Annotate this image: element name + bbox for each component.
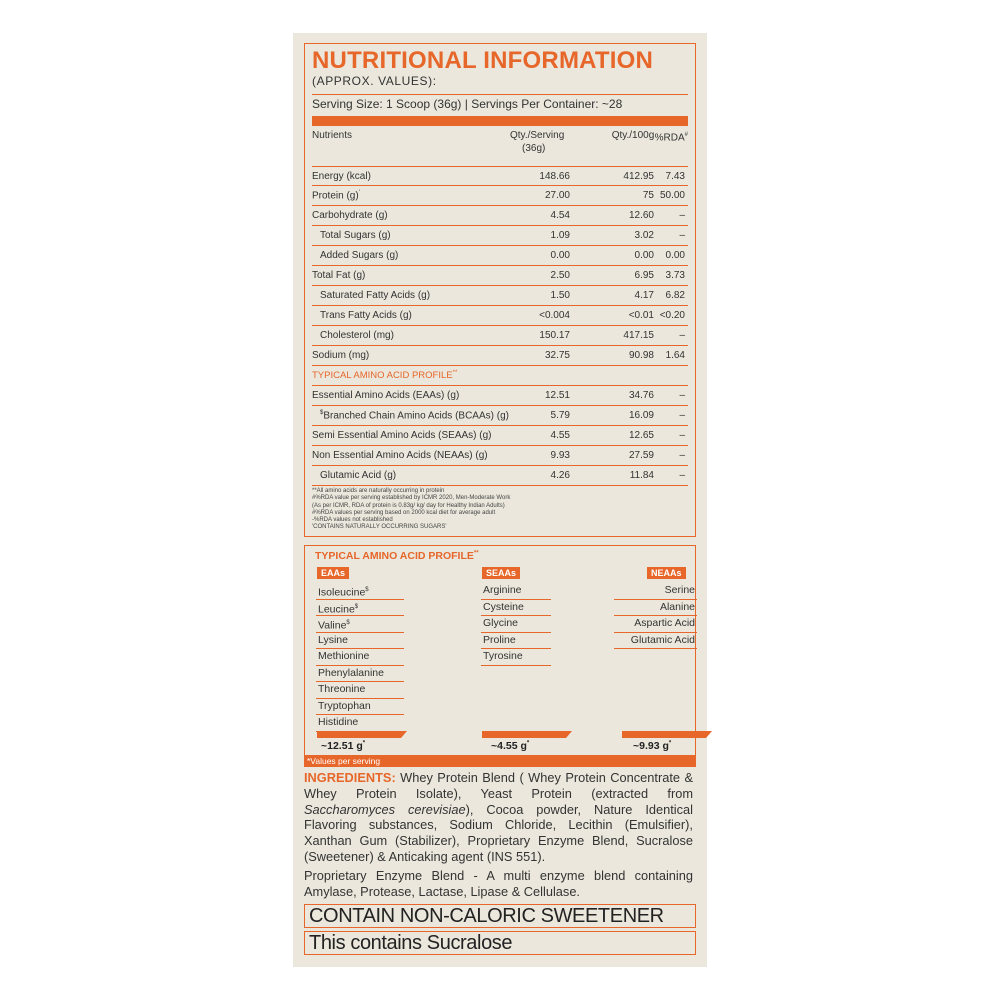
qty-serving: 150.17 [539, 330, 570, 341]
rda-value: 1.64 [665, 350, 685, 361]
qty-serving: 4.54 [550, 210, 570, 221]
note-line: 'CONTAINS NATURALLY OCCURRING SUGARS' [312, 524, 447, 531]
values-per-serving-note: *Values per serving [304, 755, 696, 767]
nutrition-box [304, 43, 696, 537]
nutrition-subtitle: (APPROX. VALUES): [312, 74, 437, 88]
qty-serving: 4.26 [550, 470, 570, 481]
table-row [312, 326, 688, 346]
tag-seaas: SEAAs [482, 567, 520, 579]
amino-acid-item: Proline [481, 633, 551, 650]
rda-value: – [679, 450, 685, 461]
amino-profile-box [304, 545, 696, 767]
eaa-list [316, 583, 404, 732]
ingredients-text: INGREDIENTS: Whey Protein Blend ( Whey Protein Concentrate & Whey Protein Isolate), Yeast Protein (extracted from Saccharomyces cerevisiae), Cocoa powder, Nature Identical Flavoring substances, Sodium Chloride, Lecithin (Emulsifier), Xanthan Gum (Stabilizer), Proprietary Enzyme Blend, Sucralose (Sweetener) & Anticaking agent (INS 551). [304, 770, 693, 864]
nutrient-name: Trans Fatty Acids (g) [320, 310, 412, 321]
table-row [312, 406, 688, 426]
qty-serving: 4.55 [550, 430, 570, 441]
header-rda: %RDA# [654, 132, 688, 144]
note-line: **All amino acids are naturally occurring in protein [312, 488, 445, 494]
qty-serving: <0.004 [539, 310, 570, 321]
seaa-total-marker [482, 731, 572, 738]
rda-value: 7.43 [665, 171, 685, 182]
amino-acid-item: Glutamic Acid [614, 633, 697, 650]
rda-value: – [679, 470, 685, 481]
note-line: -%RDA values not established [312, 517, 393, 524]
nutrient-name: Semi Essential Amino Acids (SEAAs) (g) [312, 430, 492, 441]
amino-acid-item: Serine [614, 583, 697, 600]
qty-100g: 90.98 [628, 350, 654, 361]
nutrient-name: Cholesterol (mg) [320, 330, 394, 341]
qty-100g: <0.01 [628, 310, 654, 321]
rda-value: 6.82 [665, 290, 685, 301]
serving-info: Serving Size: 1 Scoop (36g) | Servings Per Container: ~28 [312, 97, 623, 111]
qty-100g: 4.17 [634, 290, 654, 301]
table-row [312, 226, 688, 246]
note-line: #%RDA value per serving established by ICMR 2020, Men-Moderate Work [312, 495, 511, 502]
nutrient-name: Total Fat (g) [312, 270, 366, 281]
nutrient-name: Essential Amino Acids (EAAs) (g) [312, 390, 460, 401]
rda-value: – [679, 210, 685, 221]
seaa-list [481, 583, 551, 666]
qty-100g: 417.15 [623, 330, 654, 341]
amino-acid-item: Methionine [316, 649, 404, 666]
nutrition-title: NUTRITIONAL INFORMATION [312, 47, 654, 74]
qty-100g: 12.60 [628, 210, 654, 221]
qty-100g: 6.95 [634, 270, 654, 281]
nutrient-name: Sodium (mg) [312, 350, 370, 361]
neaa-total-marker [622, 731, 712, 738]
qty-serving: 2.50 [550, 270, 570, 281]
qty-serving: 0.00 [550, 250, 570, 261]
qty-serving: 1.09 [550, 230, 570, 241]
amino-acid-item: Tryptophan [316, 699, 404, 716]
amino-acid-item: Valine$ [316, 616, 404, 633]
amino-acid-item: Cysteine [481, 600, 551, 617]
label-panel [293, 33, 707, 967]
amino-acid-item: Alanine [614, 600, 697, 617]
note-line: #%RDA values per serving based on 2000 kcal diet for average adult [312, 509, 496, 516]
table-row [312, 286, 688, 306]
divider [312, 94, 688, 95]
rda-value: – [679, 330, 685, 341]
sweetener-warning: CONTAIN NON-CALORIC SWEETENER [304, 904, 696, 928]
qty-serving: 1.50 [550, 290, 570, 301]
rda-value: – [679, 230, 685, 241]
eaa-total: ~12.51 g* [321, 740, 366, 752]
table-row [312, 186, 688, 206]
nutrition-rows [312, 166, 688, 486]
table-row [312, 386, 688, 406]
rda-value: – [679, 430, 685, 441]
qty-100g: 412.95 [623, 171, 654, 182]
nutrient-name: Added Sugars (g) [320, 250, 399, 261]
qty-100g: 12.65 [628, 430, 654, 441]
amino-acid-item: Phenylalanine [316, 666, 404, 683]
qty-100g: 16.09 [628, 410, 654, 421]
qty-100g: 0.00 [634, 250, 654, 261]
rda-value: – [679, 390, 685, 401]
qty-serving: 12.51 [544, 390, 570, 401]
table-row [312, 206, 688, 226]
nutrient-name: TYPICAL AMINO ACID PROFILE** [312, 370, 458, 382]
table-row [312, 346, 688, 366]
nutrient-name: Glutamic Acid (g) [320, 470, 397, 481]
header-per-serving: Qty./Serving (36g) [510, 130, 565, 154]
tag-neaas: NEAAs [647, 567, 686, 579]
qty-serving: 148.66 [539, 171, 570, 182]
amino-acid-item: Leucine$ [316, 600, 404, 617]
table-row [312, 166, 688, 186]
nutrient-name: Energy (kcal) [312, 171, 371, 182]
header-bar [312, 116, 688, 126]
note-line: (As per ICMR, RDA of protein is 0.83g/ kg/ day for Healthy Indian Adults) [312, 502, 505, 509]
table-header [312, 129, 688, 165]
rda-value: 50.00 [659, 190, 685, 201]
rda-value: – [679, 410, 685, 421]
qty-100g: 75 [642, 190, 654, 201]
nutrient-name: Total Sugars (g) [320, 230, 391, 241]
amino-acid-item: Isoleucine$ [316, 583, 404, 600]
seaa-total: ~4.55 g* [491, 740, 530, 752]
amino-acid-item: Histidine [316, 715, 404, 732]
nutrient-name: Saturated Fatty Acids (g) [320, 290, 431, 301]
ingredients-label: INGREDIENTS: [304, 770, 396, 785]
neaa-list [614, 583, 697, 649]
rda-value: 3.73 [665, 270, 685, 281]
nutrition-notes [312, 488, 510, 532]
qty-serving: 27.00 [544, 190, 570, 201]
table-row [312, 446, 688, 466]
amino-acid-item: Aspartic Acid [614, 616, 697, 633]
header-nutrients: Nutrients [312, 130, 353, 141]
nutrient-name: Non Essential Amino Acids (NEAAs) (g) [312, 450, 488, 461]
rda-value: <0.20 [659, 310, 685, 321]
amino-acid-item: Lysine [316, 633, 404, 650]
amino-profile-title: TYPICAL AMINO ACID PROFILE** [315, 550, 479, 562]
amino-acid-item: Threonine [316, 682, 404, 699]
table-row [312, 466, 688, 486]
eaa-total-marker [317, 731, 407, 738]
qty-100g: 3.02 [634, 230, 654, 241]
tag-eaas: EAAs [317, 567, 349, 579]
nutrient-name: $Branched Chain Amino Acids (BCAAs) (g) [320, 410, 509, 422]
rda-value: 0.00 [665, 250, 685, 261]
amino-acid-item: Tyrosine [481, 649, 551, 666]
qty-serving: 9.93 [550, 450, 570, 461]
enzyme-blend-text: Proprietary Enzyme Blend - A multi enzyme blend containing Amylase, Protease, Lactase, Lipase & Cellulase. [304, 868, 693, 899]
qty-100g: 34.76 [628, 390, 654, 401]
qty-serving: 5.79 [550, 410, 570, 421]
table-row [312, 366, 688, 386]
nutrient-name: Protein (g)' [312, 190, 360, 202]
neaa-total: ~9.93 g* [633, 740, 672, 752]
table-row [312, 266, 688, 286]
amino-acid-item: Glycine [481, 616, 551, 633]
sucralose-warning: This contains Sucralose [304, 931, 696, 955]
table-row [312, 306, 688, 326]
qty-serving: 32.75 [544, 350, 570, 361]
nutrient-name: Carbohydrate (g) [312, 210, 388, 221]
qty-100g: 27.59 [628, 450, 654, 461]
table-row [312, 426, 688, 446]
table-row [312, 246, 688, 266]
qty-100g: 11.84 [629, 470, 654, 481]
amino-acid-item: Arginine [481, 583, 551, 600]
header-per-100g: Qty./100g [611, 130, 655, 141]
